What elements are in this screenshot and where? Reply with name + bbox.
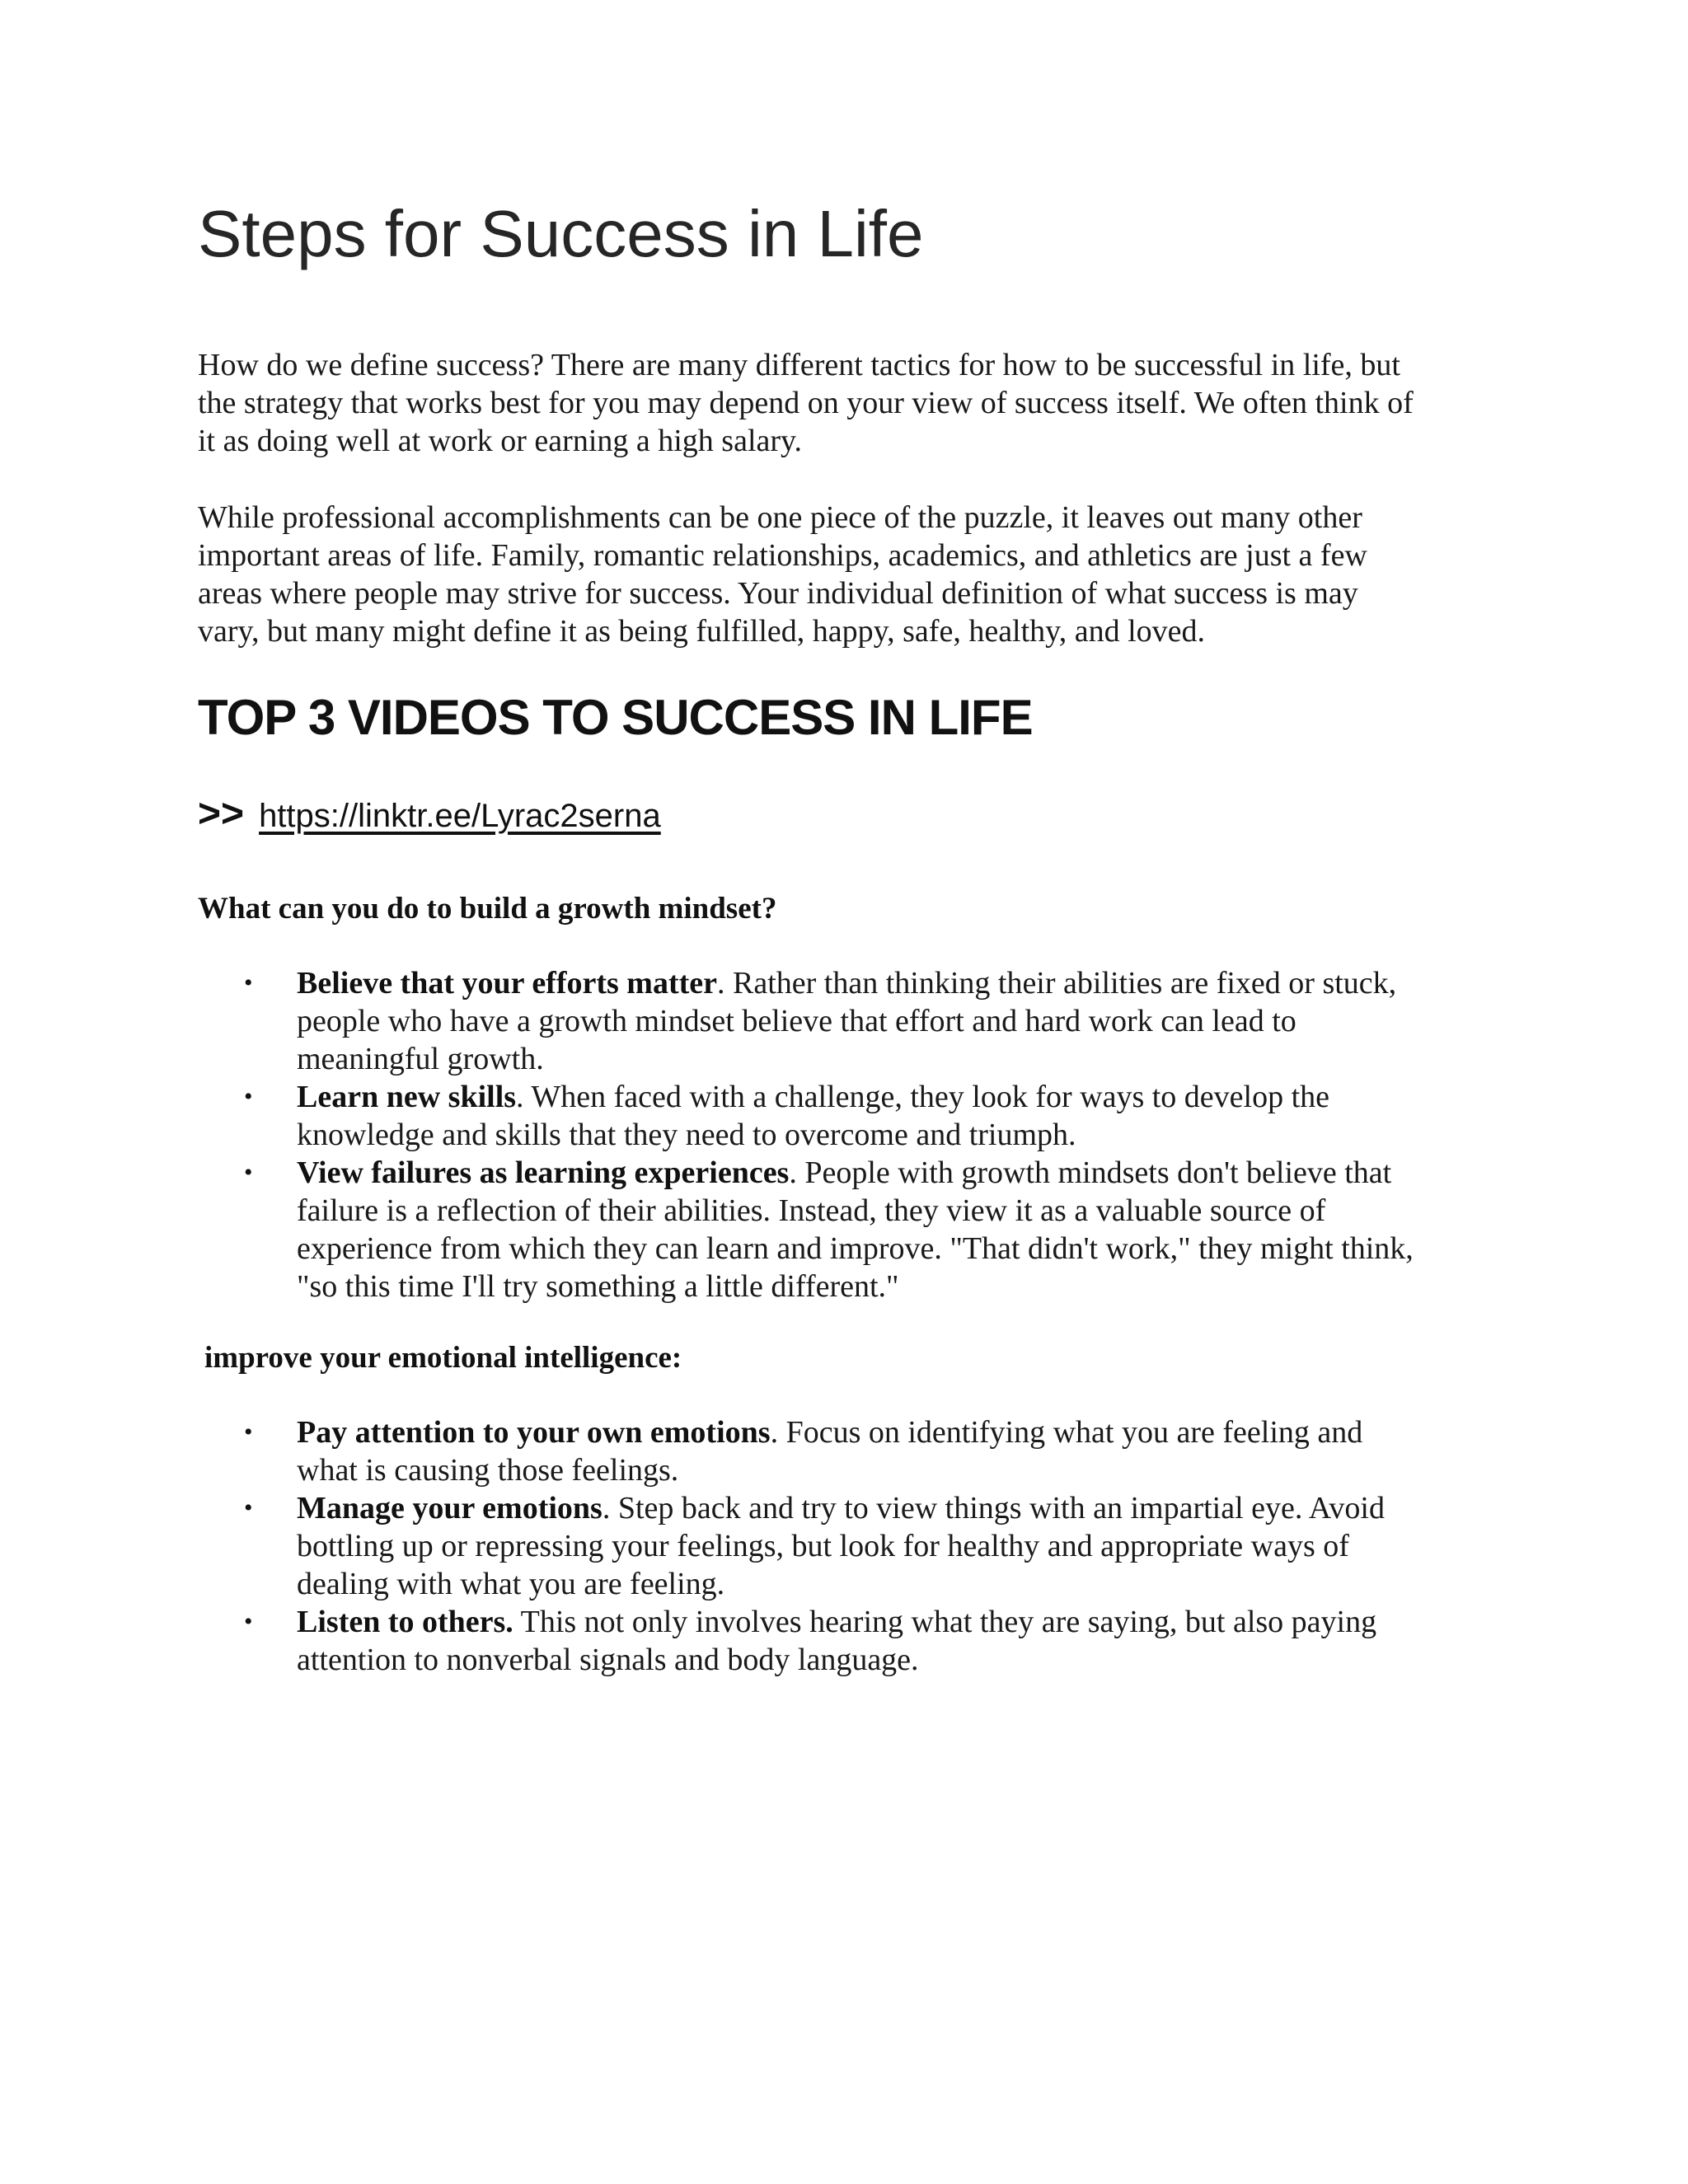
list-item-line: knowledge and skills that they need to overcome and triumph. (297, 1118, 1076, 1152)
list-item-line: dealing with what you are feeling. (297, 1567, 725, 1601)
emotional-intelligence-list (198, 1413, 1492, 1679)
list-item (198, 1413, 1492, 1489)
growth-mindset-heading: What can you do to build a growth mindset? (198, 892, 777, 926)
bullet-icon: • (244, 1608, 253, 1635)
list-item-first-line (297, 1489, 1492, 1527)
list-item (198, 1154, 1492, 1305)
list-item-first-line (297, 1413, 1492, 1451)
list-item-bold: Pay attention to your own emotions (297, 1415, 771, 1450)
list-item-text: This not only involves hearing what they are saying, but also paying (513, 1605, 1377, 1639)
paragraph-line: important areas of life. Family, romantic relationships, academics, and athletics are just a few (198, 538, 1367, 573)
videos-heading: TOP 3 VIDEOS TO SUCCESS IN LIFE (198, 690, 1033, 745)
intro-paragraph-1 (198, 346, 1484, 460)
paragraph-line: While professional accomplishments can be one piece of the puzzle, it leaves out many other (198, 500, 1362, 535)
paragraph-line: vary, but many might define it as being fulfilled, happy, safe, healthy, and loved. (198, 614, 1205, 649)
list-item-line: what is causing those feelings. (297, 1453, 679, 1488)
list-item (198, 1603, 1492, 1679)
bullet-icon: • (244, 1159, 253, 1186)
bullet-icon: • (244, 1418, 253, 1446)
list-item-line: people who have a growth mindset believe that effort and hard work can lead to (297, 1004, 1296, 1038)
list-item-bold: View failures as learning experiences (297, 1155, 790, 1190)
list-item-line: experience from which they can learn and improve. "That didn't work," they might think, (297, 1231, 1414, 1266)
list-item-first-line (297, 1154, 1492, 1192)
list-item-text: . Step back and try to view things with an impartial eye. Avoid (602, 1491, 1385, 1526)
list-item-first-line (297, 1078, 1492, 1116)
paragraph-line: it as doing well at work or earning a high salary. (198, 424, 803, 458)
list-item (198, 1489, 1492, 1603)
list-item-bold: Listen to others. (297, 1605, 513, 1639)
intro-paragraph-2 (198, 499, 1484, 650)
link-row (198, 791, 661, 837)
list-item-first-line (297, 1603, 1492, 1641)
list-item-text: . Rather than thinking their abilities are fixed or stuck, (717, 966, 1397, 1001)
list-item-text: . Focus on identifying what you are feeling and (770, 1415, 1363, 1450)
list-item-line: "so this time I'll try something a little different." (297, 1269, 899, 1304)
list-item-line: meaningful growth. (297, 1042, 544, 1076)
list-item (198, 1078, 1492, 1154)
list-item (198, 964, 1492, 1078)
double-arrow-icon: >> (198, 792, 245, 836)
linktree-link[interactable]: https://linktr.ee/Lyrac2serna (259, 798, 661, 834)
page-title: Steps for Success in Life (198, 197, 924, 270)
bullet-icon: • (244, 1083, 253, 1110)
list-item-bold: Manage your emotions (297, 1491, 603, 1526)
bullet-icon: • (244, 969, 253, 996)
list-item-first-line (297, 964, 1492, 1002)
list-item-line: failure is a reflection of their abilities. Instead, they view it as a valuable source of (297, 1193, 1326, 1228)
bullet-icon: • (244, 1494, 253, 1521)
paragraph-line: areas where people may strive for success. Your individual definition of what success is may (198, 576, 1358, 611)
growth-mindset-list (198, 964, 1492, 1305)
list-item-text: . People with growth mindsets don't believe that (789, 1155, 1392, 1190)
paragraph-line: the strategy that works best for you may depend on your view of success itself. We often think of (198, 386, 1414, 420)
list-item-bold: Learn new skills (297, 1080, 517, 1114)
emotional-intelligence-heading: improve your emotional intelligence: (204, 1341, 682, 1375)
list-item-line: bottling up or repressing your feelings, but look for healthy and appropriate ways of (297, 1529, 1349, 1563)
list-item-text: . When faced with a challenge, they look for ways to develop the (516, 1080, 1330, 1114)
list-item-bold: Believe that your efforts matter (297, 966, 717, 1001)
paragraph-line: How do we define success? There are many different tactics for how to be successful in life, but (198, 348, 1400, 382)
list-item-line: attention to nonverbal signals and body language. (297, 1643, 919, 1677)
